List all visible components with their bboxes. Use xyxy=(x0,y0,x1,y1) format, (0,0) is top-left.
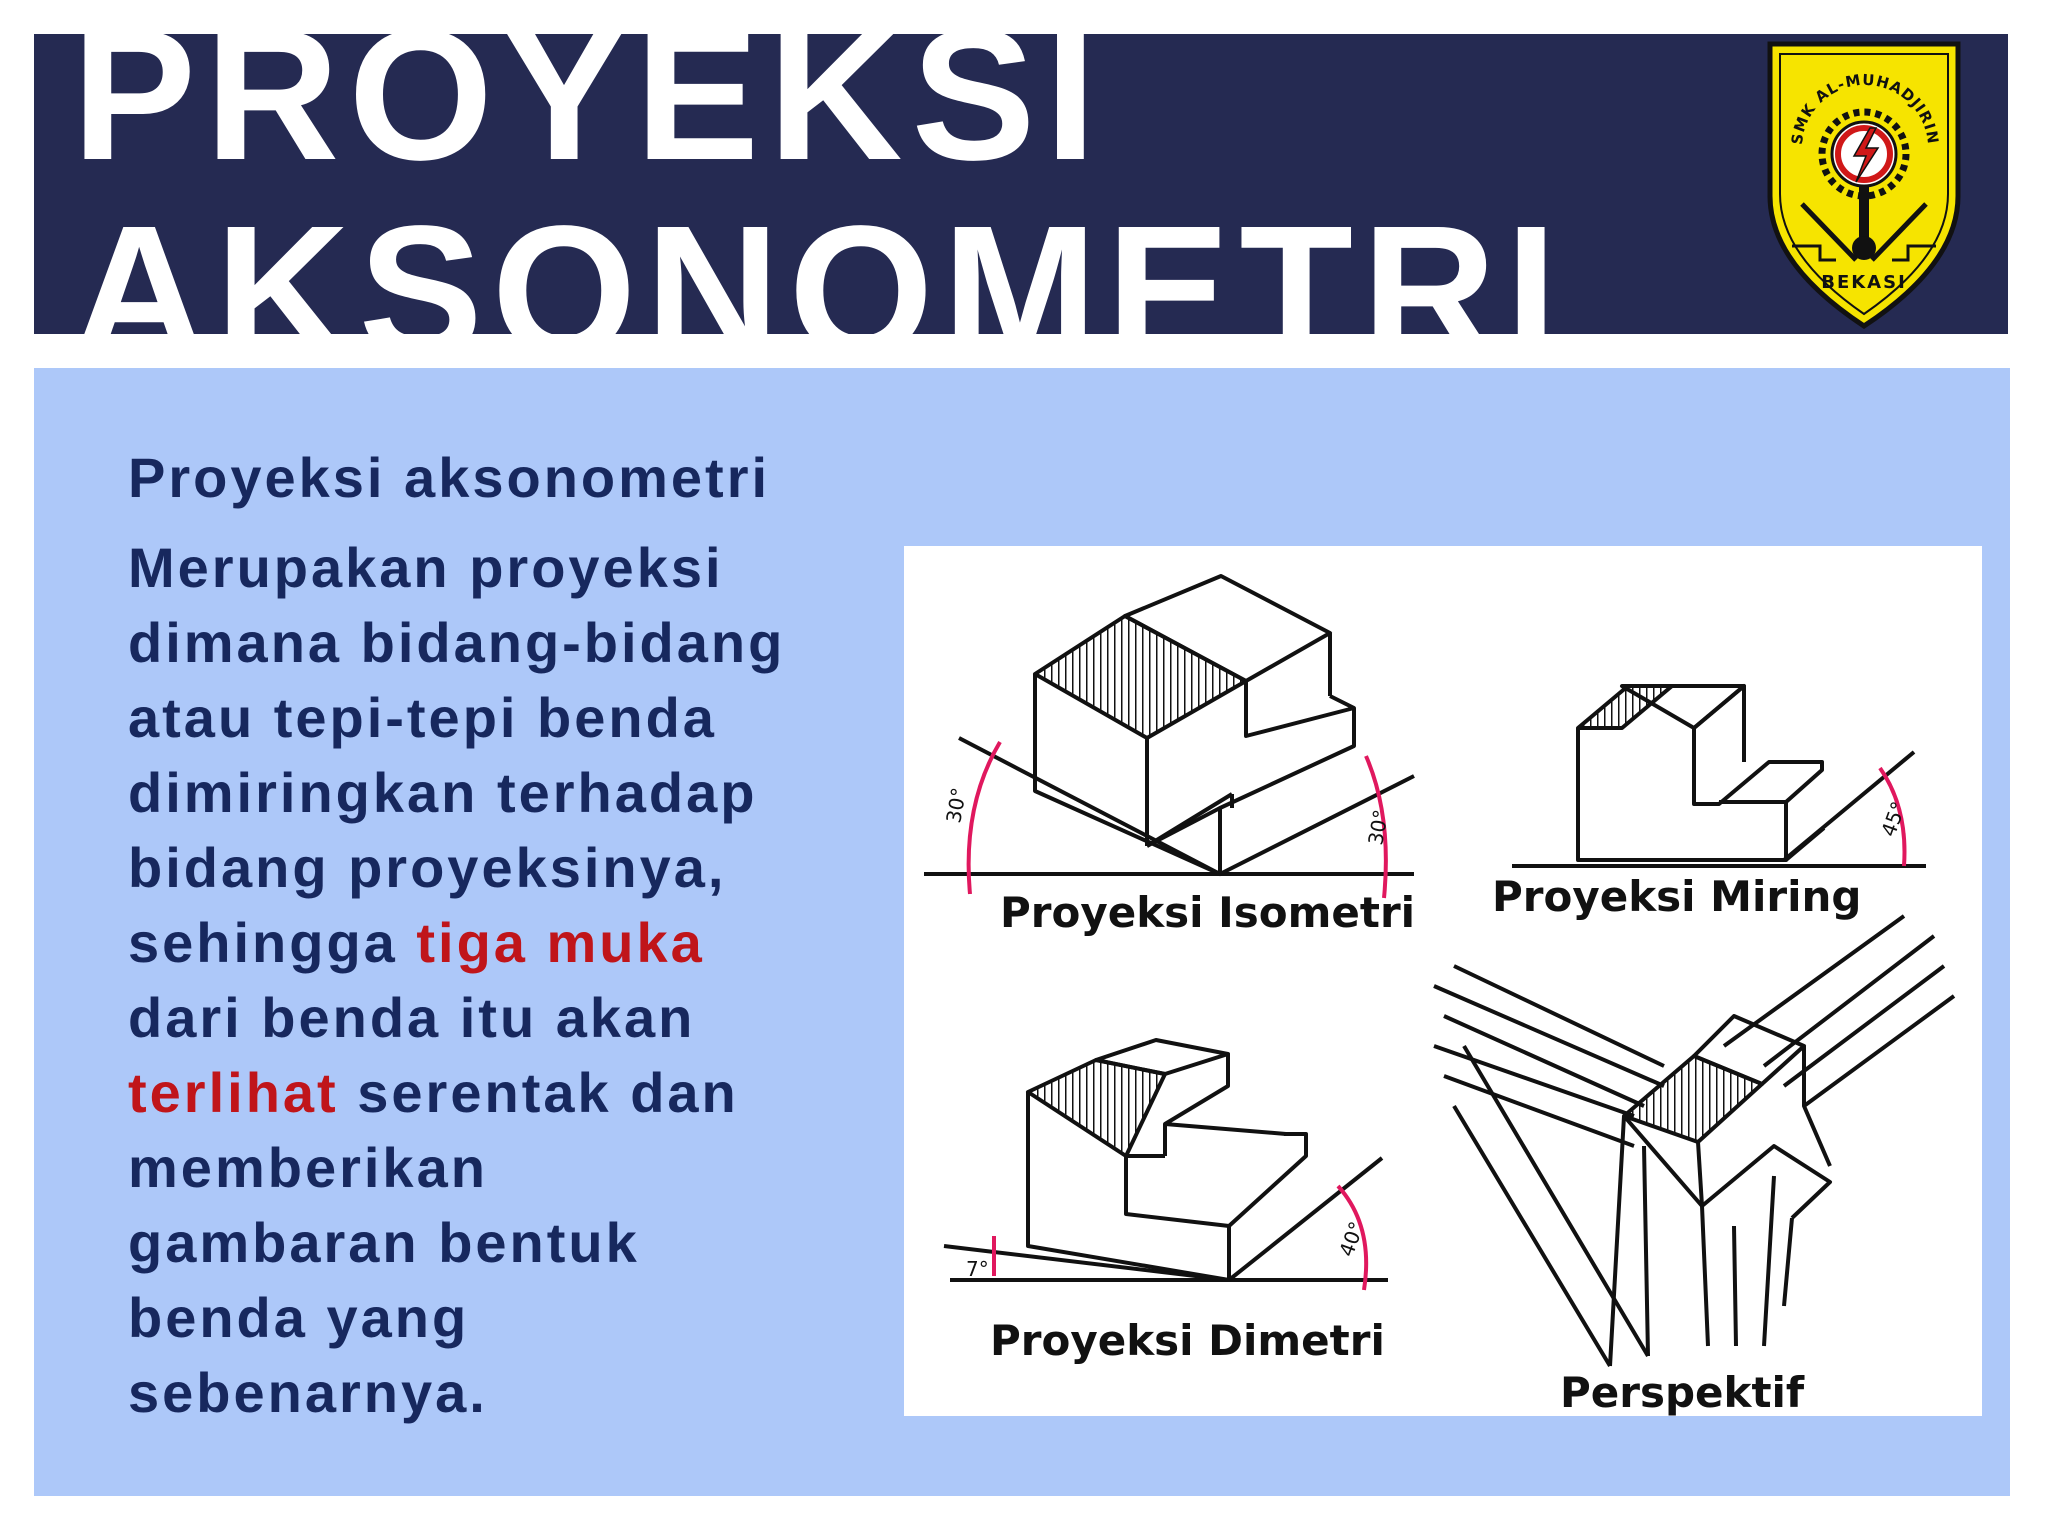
school-logo xyxy=(1764,36,1964,332)
body-line xyxy=(128,1055,888,1130)
slide-title xyxy=(72,0,1672,378)
miring-angle: 45° xyxy=(1876,798,1911,840)
body-line: dari benda itu akan xyxy=(128,986,696,1049)
body-text-segment: serentak dan xyxy=(338,1061,739,1124)
body-line: memberikan xyxy=(128,1136,488,1199)
logo-top-text: SMK AL-MUHADJIRIN xyxy=(1787,70,1943,146)
body-line: atau tepi-tepi benda xyxy=(128,686,717,749)
body-line: dimana bidang-bidang xyxy=(128,611,786,674)
dimetri-left-angle: 7° xyxy=(966,1257,989,1281)
label-perspektif: Perspektif xyxy=(1560,1368,1805,1417)
perspective-drawing xyxy=(1434,916,1954,1366)
iso-left-angle: 30° xyxy=(941,785,972,825)
highlight-terlihat: terlihat xyxy=(128,1061,339,1124)
iso-right-angle: 30° xyxy=(1363,807,1394,847)
body-line: dimiringkan terhadap xyxy=(128,761,758,824)
title-line-2: AKSONOMETRI xyxy=(72,188,1566,378)
title-line-1: PROYEKSI xyxy=(72,0,1106,199)
subtitle: Proyeksi aksonometri xyxy=(128,446,771,509)
body-line xyxy=(128,905,888,980)
logo-bottom-text: BEKASI xyxy=(1821,272,1907,293)
dimetric-drawing xyxy=(944,1040,1388,1280)
oblique-drawing xyxy=(1512,686,1926,866)
body-text-segment: sehingga xyxy=(128,911,417,974)
projection-drawings xyxy=(904,546,1982,1416)
body-line: Merupakan proyeksi xyxy=(128,536,724,599)
body-line: sebenarnya. xyxy=(128,1361,488,1424)
body-line: benda yang xyxy=(128,1286,470,1349)
body-line: bidang proyeksinya, xyxy=(128,836,727,899)
body-paragraph xyxy=(128,530,888,1430)
highlight-tiga-muka: tiga muka xyxy=(416,911,705,974)
body-line: gambaran bentuk xyxy=(128,1211,640,1274)
dimetri-right-angle: 40° xyxy=(1334,1218,1369,1260)
label-dimetri: Proyeksi Dimetri xyxy=(990,1316,1385,1365)
projection-figure xyxy=(904,546,1982,1416)
isometric-drawing xyxy=(924,576,1414,874)
label-miring: Proyeksi Miring xyxy=(1492,872,1862,921)
label-isometri: Proyeksi Isometri xyxy=(1000,888,1416,937)
